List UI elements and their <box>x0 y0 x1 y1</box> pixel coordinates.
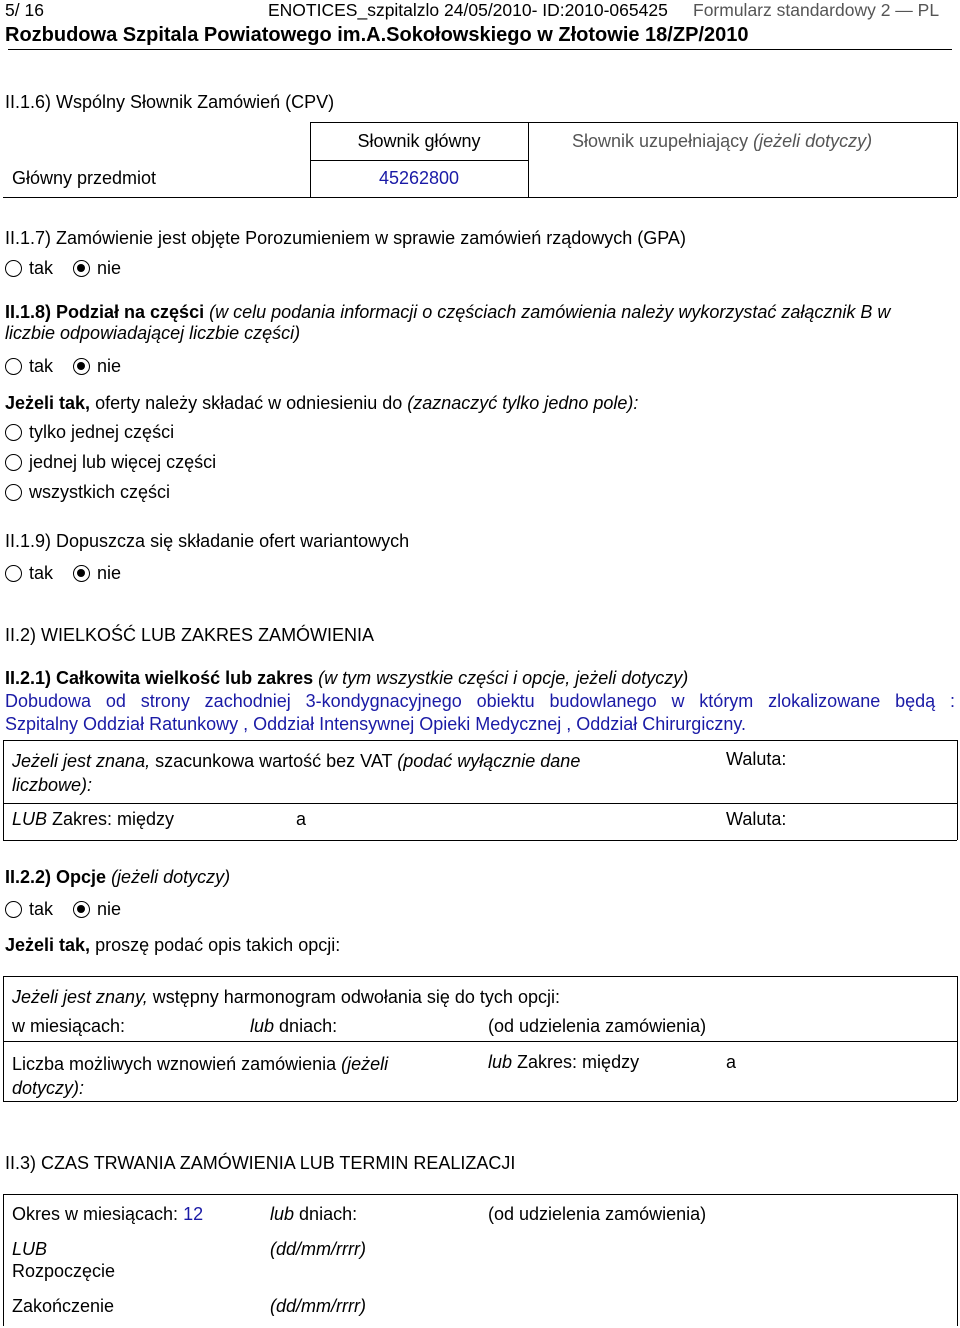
renewals-range-and: a <box>726 1052 737 1072</box>
options-nie-radio[interactable] <box>73 901 90 918</box>
option-radio[interactable] <box>5 484 22 501</box>
schedule-label: Jeżeli jest znany, wstępny harmonogram odwołania się do tych opcji: <box>12 987 560 1007</box>
scope-description-line2: Szpitalny Oddział Ratunkowy , Oddział Intensywnej Opieki Medycznej , Oddział Chirurgiczny. <box>5 714 746 734</box>
duration-start-format: (dd/mm/rrrr) <box>270 1239 366 1259</box>
gpa-radio-group: tak nie <box>5 258 121 279</box>
currency-label-2: Waluta: <box>726 809 787 829</box>
estimated-value-label: Jeżeli jest znana, szacunkowa wartość bez VAT (podać wyłącznie dane liczbowe): <box>12 751 581 795</box>
options-tak-radio[interactable] <box>5 901 22 918</box>
currency-label: Waluta: <box>726 749 787 769</box>
variants-heading: II.1.9) Dopuszcza się składanie ofert wariantowych <box>5 531 410 551</box>
duration-end-format: (dd/mm/rrrr) <box>270 1296 366 1316</box>
parts-tak-radio[interactable] <box>5 358 22 375</box>
parts-nie-radio[interactable] <box>73 358 90 375</box>
range-label: LUB Zakres: między <box>12 809 175 829</box>
scope-heading: II.2) WIELKOŚĆ LUB ZAKRES ZAMÓWIENIA <box>5 625 375 645</box>
document-title: Rozbudowa Szpitala Powiatowego im.A.Sokołowskiego w Złotowie 18/ZP/2010 <box>5 24 749 46</box>
option-radio[interactable] <box>5 424 22 441</box>
duration-days: lub dniach: <box>270 1204 358 1224</box>
renewals-label: Liczba możliwych wznowień zamówienia (jeżeli dotyczy): <box>12 1054 389 1098</box>
parts-option-one-or-more: jednej lub więcej części <box>5 452 216 473</box>
header-rule <box>8 49 952 50</box>
option-radio[interactable] <box>5 454 22 471</box>
cpv-main-header: Słownik główny <box>357 131 481 151</box>
cpv-heading: II.1.6) Wspólny Słownik Zamówień (CPV) <box>5 92 335 112</box>
schedule-from-award: (od udzielenia zamówienia) <box>488 1016 707 1036</box>
gpa-heading: II.1.7) Zamówienie jest objęte Porozumieniem w sprawie zamówień rządowych (GPA) <box>5 228 686 248</box>
notice-id: ENOTICES_szpitalzlo 24/05/2010- ID:2010-065425 <box>268 0 668 20</box>
scope-total-heading: II.2.1) Całkowita wielkość lub zakres (w tym wszystkie części i opcje, jeżeli dotyczy) <box>5 668 689 688</box>
schedule-days: lub dniach: <box>250 1016 338 1036</box>
duration-start-label: Rozpoczęcie <box>12 1261 116 1281</box>
duration-end-label: Zakończenie <box>12 1296 115 1316</box>
gpa-tak-radio[interactable] <box>5 260 22 277</box>
variants-nie-radio[interactable] <box>73 565 90 582</box>
range-and: a <box>296 809 307 829</box>
cpv-main-code: 45262800 <box>378 168 460 188</box>
cpv-row-label: Główny przedmiot <box>12 168 157 188</box>
variants-tak-radio[interactable] <box>5 565 22 582</box>
cpv-supp-header: Słownik uzupełniający (jeżeli dotyczy) <box>572 131 873 151</box>
duration-lub: LUB <box>12 1239 48 1259</box>
parts-option-all: wszystkich części <box>5 482 170 503</box>
scope-description-line1: Dobudowa od strony zachodniej 3-kondygnacyjnego obiektu budowlanego w którym zlokalizowane będą : <box>5 691 955 711</box>
form-name: Formularz standardowy 2 — PL <box>693 0 940 20</box>
gpa-nie-radio[interactable] <box>73 260 90 277</box>
duration-from-award: (od udzielenia zamówienia) <box>488 1204 707 1224</box>
parts-radio-group: tak nie <box>5 356 121 377</box>
options-if-yes: Jeżeli tak, proszę podać opis takich opcji: <box>5 935 341 955</box>
variants-radio-group: tak nie <box>5 563 121 584</box>
parts-heading: II.1.8) Podział na części (w celu podania informacji o częściach zamówienia należy wykorzystać załącznik B w liczbie odpowiadającej liczbie części) <box>5 302 891 343</box>
page-number: 5/ 16 <box>5 0 44 20</box>
renewals-range: lub Zakres: między <box>488 1052 640 1072</box>
duration-months-value: 12 <box>183 1204 204 1224</box>
duration-heading: II.3) CZAS TRWANIA ZAMÓWIENIA LUB TERMIN REALIZACJI <box>5 1153 516 1173</box>
schedule-months: w miesiącach: <box>12 1016 126 1036</box>
parts-option-single: tylko jednej części <box>5 422 174 443</box>
options-radio-group: tak nie <box>5 899 121 920</box>
options-heading: II.2.2) Opcje (jeżeli dotyczy) <box>5 867 231 887</box>
duration-months: Okres w miesiącach: 12 <box>12 1204 204 1224</box>
parts-if-yes: Jeżeli tak, oferty należy składać w odniesieniu do (zaznaczyć tylko jedno pole): <box>5 393 639 413</box>
